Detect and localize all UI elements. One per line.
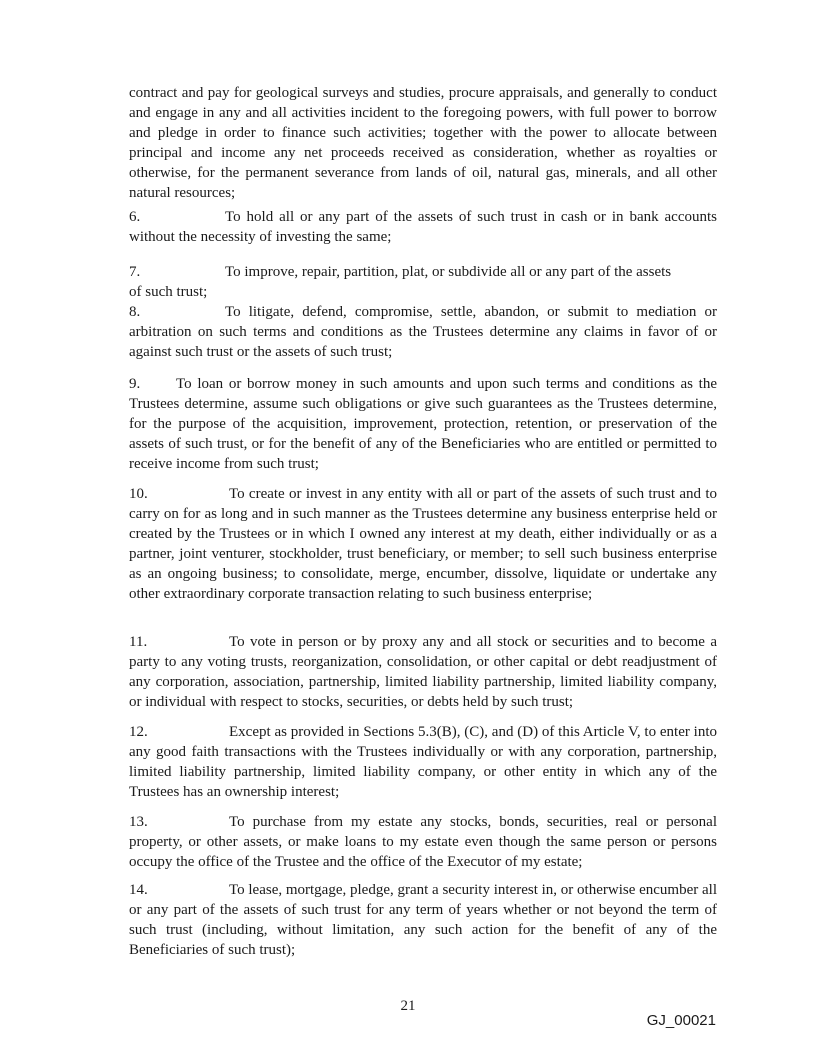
list-item-8 <box>129 302 717 362</box>
item-number: 12. <box>129 724 148 740</box>
list-item-14 <box>129 880 717 960</box>
item-text: To loan or borrow money in such amounts and upon such terms and conditions as the Trustees determine, assume such obligations or give such guarantees as the Trustees determine, for the purpose of the acquisition, improvement, protection, retention, or preservation of the assets of such trust, or for the benefit of any of the Beneficiaries who are entitled or permitted to receive income from such trust; <box>129 376 717 472</box>
item-number: 6. <box>129 209 141 225</box>
item-text: To vote in person or by proxy any and all stock or securities and to become a party to any voting trusts, reorganization, consolidation, or other capital or debt readjustment of any corporation, association, partnership, limited liability partnership, limited liability company, or individual with respect to stocks, securities, or debts held by such trust; <box>129 634 717 710</box>
item-number: 9. <box>129 376 141 392</box>
item-number: 8. <box>129 304 141 320</box>
item-number: 13. <box>129 814 148 830</box>
continuation-text: contract and pay for geological surveys and studies, procure appraisals, and generally to conduct and engage in any and all activities incident to the foregoing powers, with full power to borrow and pledge in order to finance such activities; together with the power to allocate between principal and income any net proceeds received as consideration, whether as royalties or otherwise, for the permanent severance from lands of oil, natural gas, minerals, and all other natural resources; <box>129 85 717 201</box>
item-text: To create or invest in any entity with all or part of the assets of such trust and to carry on for as long and in such manner as the Trustees determine any business enterprise held or created by the Trustees or in which I owned any interest at my death, either individually or as a partner, joint venturer, stockholder, trust beneficiary, or member; to sell such business enterprise as an ongoing business; to consolidate, merge, encumber, dissolve, liquidate or undertake any other extraordinary corporate transaction relating to such business enterprise; <box>129 486 717 602</box>
list-item-13 <box>129 812 717 872</box>
list-item-9 <box>129 374 717 474</box>
item-text: To hold all or any part of the assets of such trust in cash or in bank accounts without the necessity of investing the same; <box>129 209 717 245</box>
item-text: To lease, mortgage, pledge, grant a security interest in, or otherwise encumber all or any part of the assets of such trust for any term of years whether or not beyond the term of such trust (including, without limitation, any such action for the benefit of any of the Beneficiaries of such trust); <box>129 882 717 958</box>
item-number: 11. <box>129 634 148 650</box>
list-item-11 <box>129 632 717 712</box>
item-text: To purchase from my estate any stocks, bonds, securities, real or personal property, or other assets, or make loans to my estate even though the same person or persons occupy the office of the Trustee and the office of the Executor of my estate; <box>129 814 717 870</box>
list-item-6 <box>129 207 717 247</box>
item-text: To litigate, defend, compromise, settle, abandon, or submit to mediation or arbitration on such terms and conditions as the Trustees determine any claims in favor of or against such trust or the assets of such trust; <box>129 304 717 360</box>
item-number: 14. <box>129 882 148 898</box>
list-item-10 <box>129 484 717 604</box>
item-number: 7. <box>129 264 141 280</box>
item-text: To improve, repair, partition, plat, or subdivide all or any part of the assets <box>225 264 672 280</box>
list-item-12 <box>129 722 717 802</box>
item-number: 10. <box>129 486 148 502</box>
continuation-paragraph <box>129 83 717 203</box>
page-number: 21 <box>400 998 416 1014</box>
item-text: Except as provided in Sections 5.3(B), (C), and (D) of this Article V, to enter into any good faith transactions with the Trustees individually or with any corporation, partnership, limited liability partnership, limited liability company, or other entity in which any of the Trustees has an ownership interest; <box>129 724 717 800</box>
bates-number: GJ_00021 <box>646 1012 716 1029</box>
list-item-7 <box>129 262 717 302</box>
item-text-continued: of such trust; <box>129 284 208 300</box>
